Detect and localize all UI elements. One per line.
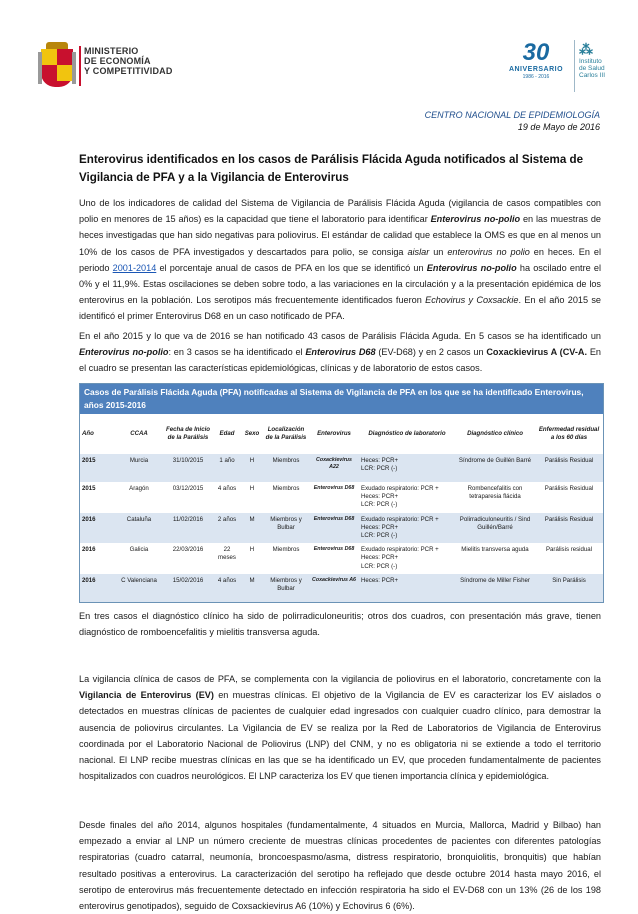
table-row <box>80 454 603 482</box>
col-header: Diagnóstico de laboratorio <box>359 414 455 454</box>
table-cell: H <box>241 482 263 513</box>
para1-text-1: Uno de los indicadores de calidad del Sistema de Vigilancia de Parálisis Flácida Aguda (vigilancia de casos compatibles con polio en menores de 15 años) es la capacidad que tiene el laboratorio para identificar <box>79 198 601 225</box>
table-cell: Parálisis Residual <box>535 482 603 513</box>
table-cell: Miembros y Bulbar <box>263 574 309 602</box>
table-cell: Enterovirus D68 <box>309 482 359 513</box>
institute-logo <box>574 40 614 92</box>
para2-bold-1: Enterovirus no-polio <box>79 347 169 358</box>
paragraph-5: Desde finales del año 2014, algunos hospitales (fundamentalmente, 4 situados en Murcia, Mallorca, Madrid y Bilbao) han empezado a enviar al LNP un número creciente de muestras clínicas procedentes de pacientes con diferentes patologías respiratorias (cuadro catarral, neumonía, broncoespasmo/asma, distress respiratorio, bronquiolitis, bronquitis) que habían resultado positivas a enterovirus. La caracterización del serotipo ha reflejado que desde octubre 2014 hasta mayo 2016, el serotipo de enterovirus más frecuentemente detectado en infección respiratoria ha sido el EV-D68 con un 13% (26 de los 198 enterovirus genotipados), seguido de Coxsackievirus A6 (10%) y Echovirus 6 (6%). <box>79 820 601 912</box>
para1-italic-2: enterovirus no polio <box>447 246 530 257</box>
coat-of-arms-icon <box>38 42 76 88</box>
table-cell: Exudado respiratorio: PCR + Heces: PCR+ LCR: PCR (-) <box>359 513 455 544</box>
table-cell: Mielitis transversa aguda <box>455 543 535 574</box>
table-cell: 2016 <box>80 513 115 544</box>
page-header <box>38 40 610 95</box>
ministry-line-3: Y COMPETITIVIDAD <box>84 66 173 76</box>
anniversary-years: 1986 - 2016 <box>522 74 550 80</box>
table-cell: Miembros <box>263 482 309 513</box>
table-cell: 11/02/2016 <box>163 513 213 544</box>
table-cell: Parálisis residual <box>535 543 603 574</box>
ministry-line-1: MINISTERIO <box>84 46 139 56</box>
table-cell: 2016 <box>80 574 115 602</box>
paragraph-4 <box>79 671 601 784</box>
institute-line-3: Carlos III <box>579 72 606 79</box>
col-header: Fecha de Inicio de la Parálisis <box>163 414 213 454</box>
col-header: Año <box>80 414 115 454</box>
institute-line-1: Instituto <box>579 58 602 65</box>
para1-italic-1: aislar <box>407 246 430 257</box>
table-cell: Murcia <box>115 454 163 482</box>
col-header: Sexo <box>241 414 263 454</box>
table-cell: 22 meses <box>213 543 241 574</box>
para1-bold-2: Enterovirus no-polio <box>426 262 517 273</box>
table-row <box>80 513 603 544</box>
para1-text-7: . En el año 2015 se identificó el primer Enterovirus D68 en un caso notificado de PFA. <box>79 295 601 322</box>
table-cell: Polirradiculoneuritis / Sind Guillén/Barré <box>455 513 535 544</box>
table-cell: Enterovirus D68 <box>309 543 359 574</box>
table-cell: H <box>241 543 263 574</box>
ministry-line-2: DE ECONOMÍA <box>84 56 151 66</box>
para1-text-5: el porcentaje anual de casos de PFA en los que se identificó un <box>156 262 427 273</box>
table-cell: Exudado respiratorio: PCR + Heces: PCR+ LCR: PCR (-) <box>359 482 455 513</box>
table-cell: Parálisis Residual <box>535 454 603 482</box>
table-cell: Rombencefalitis con tetraparesia flácida <box>455 482 535 513</box>
col-header: Diagnóstico clínico <box>455 414 535 454</box>
col-header: Enfermedad residual a los 60 días <box>535 414 603 454</box>
para1-text-3: un <box>429 246 448 257</box>
table-cell: 4 años <box>213 574 241 602</box>
table-cell: 03/12/2015 <box>163 482 213 513</box>
cases-table <box>79 383 604 603</box>
table-cell: Heces: PCR+ LCR: PCR (-) <box>359 454 455 482</box>
table-cell: Galicia <box>115 543 163 574</box>
table-cell: Exudado respiratorio: PCR + Heces: PCR+ LCR: PCR (-) <box>359 543 455 574</box>
table-header-row <box>80 414 603 454</box>
table-cell: Cataluña <box>115 513 163 544</box>
paragraph-1 <box>79 195 601 325</box>
para2-bold-2: Enterovirus D68 <box>305 347 376 358</box>
document-date: 19 de Mayo de 2016 <box>517 122 600 132</box>
document-title: Enterovirus identificados en los casos de Parálisis Flácida Aguda notificados al Sistema de Vigilancia de PFA y a la Vigilancia de Enterovirus <box>79 153 584 184</box>
anniversary-number: 30 <box>522 39 550 66</box>
table-cell: Coxackievirus A6 <box>309 574 359 602</box>
table-cell: 1 año <box>213 454 241 482</box>
table-cell: 22/03/2016 <box>163 543 213 574</box>
table-cell: M <box>241 513 263 544</box>
table-cell: Síndrome de Miller Fisher <box>455 574 535 602</box>
table-cell: 2 años <box>213 513 241 544</box>
para1-bold-1: Enterovirus no-polio <box>430 214 521 225</box>
ministry-name <box>84 46 173 76</box>
table-cell: Enterovirus D68 <box>309 513 359 544</box>
paragraph-3: En tres casos el diagnóstico clínico ha sido de polirradiculoneuritis; otros dos cuadros, con presentación más grave, tienen diagnóstico de romboencefalitis y mielitis transversa aguda. <box>79 611 601 638</box>
para1-text-2: en las muestras de heces investigadas que han sido negativas para poliovirus. El estándar de calidad que establece la OMS es que en al menos un 10% de los casos de PFA investigados y descartados para polio, se consiga <box>79 214 601 257</box>
table-cell: 15/02/2016 <box>163 574 213 602</box>
para4-text-2: en muestras clínicas. El objetivo de la Vigilancia de EV es caracterizar los EV aislados o detectados en muestras clínicas de pacientes de cualquier edad ingresados con cualquier cuadro clínico, para demostrar la ausencia de poliovirus circulantes. La Vigilancia de EV se realiza por la Red de Laboratorios de Vigilancia de Enterovirus coordinada por el Laboratorio Nacional de Poliovirus (LNP) del CNM, y no es obligatoria ni se extiende a todo el territorio nacional. El LNP recibe muestras clínicas en las que se ha identificado un EV, que proceden fundamentalmente de pacientes hospitalizados con cuadros neurológicos. El LNP caracteriza los EV que tienen importancia clínica y epidemiológica. <box>79 690 601 782</box>
para4-text-1: La vigilancia clínica de casos de PFA, se complementa con la vigilancia de poliovirus en el laboratorio, concretamente con la <box>79 674 601 684</box>
col-header: CCAA <box>115 414 163 454</box>
table-row <box>80 543 603 574</box>
col-header: Enterovirus <box>309 414 359 454</box>
table-cell: Síndrome de Guillén Barré <box>455 454 535 482</box>
table-cell: C Valenciana <box>115 574 163 602</box>
col-header: Localización de la Parálisis <box>263 414 309 454</box>
table-cell: 2015 <box>80 454 115 482</box>
para2-text-1: En el año 2015 y lo que va de 2016 se han notificado 43 casos de Parálisis Flácida Aguda. En 5 casos se ha identificado un <box>79 331 601 341</box>
para2-bold-3: Coxackievirus A (CV-A. <box>486 347 588 358</box>
table-cell: M <box>241 574 263 602</box>
document-meta <box>425 109 600 133</box>
para2-text-2: : en 3 casos se ha identificado el <box>168 347 306 358</box>
center-name: CENTRO NACIONAL DE EPIDEMIOLOGÍA <box>424 110 600 120</box>
table-row <box>80 482 603 513</box>
para4-bold-1: Vigilancia de Enterovirus (EV) <box>79 690 214 701</box>
table-cell: 2015 <box>80 482 115 513</box>
table-cell: Parálisis Residual <box>535 513 603 544</box>
col-header: Edad <box>213 414 241 454</box>
para2-text-3: (EV-D68) y en 2 casos un <box>375 347 487 358</box>
institute-line-2: de Salud <box>579 65 605 72</box>
institute-mark-icon: ⁂ <box>579 41 593 57</box>
table-cell: Heces: PCR+ <box>359 574 455 602</box>
table-cell: 31/10/2015 <box>163 454 213 482</box>
table-row <box>80 574 603 602</box>
anniversary-logo <box>504 40 568 90</box>
table-cell: 4 años <box>213 482 241 513</box>
table-cell: Coxackievirus A22 <box>309 454 359 482</box>
table-cell: Sin Parálisis <box>535 574 603 602</box>
para2-text-4: En el cuadro se presentan las características epidemiológicas, clínicas y de laboratorio de estos casos. <box>79 347 602 374</box>
table-cell: 2016 <box>80 543 115 574</box>
table-cell: Miembros y Bulbar <box>263 513 309 544</box>
period-link[interactable]: 2001-2014 <box>112 262 157 273</box>
paragraph-2 <box>79 328 601 377</box>
anniversary-text: ANIVERSARIO <box>508 66 564 73</box>
table-cell: Aragón <box>115 482 163 513</box>
table-cell: Miembros <box>263 454 309 482</box>
para1-text-4: en heces. En el periodo <box>79 246 601 273</box>
para1-text-6: ha oscilado entre el 0% y el 11,9%. Estas oscilaciones se deben sobre todo, a las variaciones en la circulación y a la presentación epidémica de los enterovirus en la población. Los serotipos más frecuentemente identificados fueron <box>79 262 601 306</box>
ministry-logo <box>38 40 198 92</box>
table-cell: H <box>241 454 263 482</box>
para1-italic-3: Echovirus y Coxsackie <box>425 295 519 306</box>
table-caption: Casos de Parálisis Flácida Aguda (PFA) notificadas al Sistema de Vigilancia de PFA en los que se ha identificado Enterovirus, años 2015-2016 <box>80 384 603 414</box>
table-cell: Miembros <box>263 543 309 574</box>
